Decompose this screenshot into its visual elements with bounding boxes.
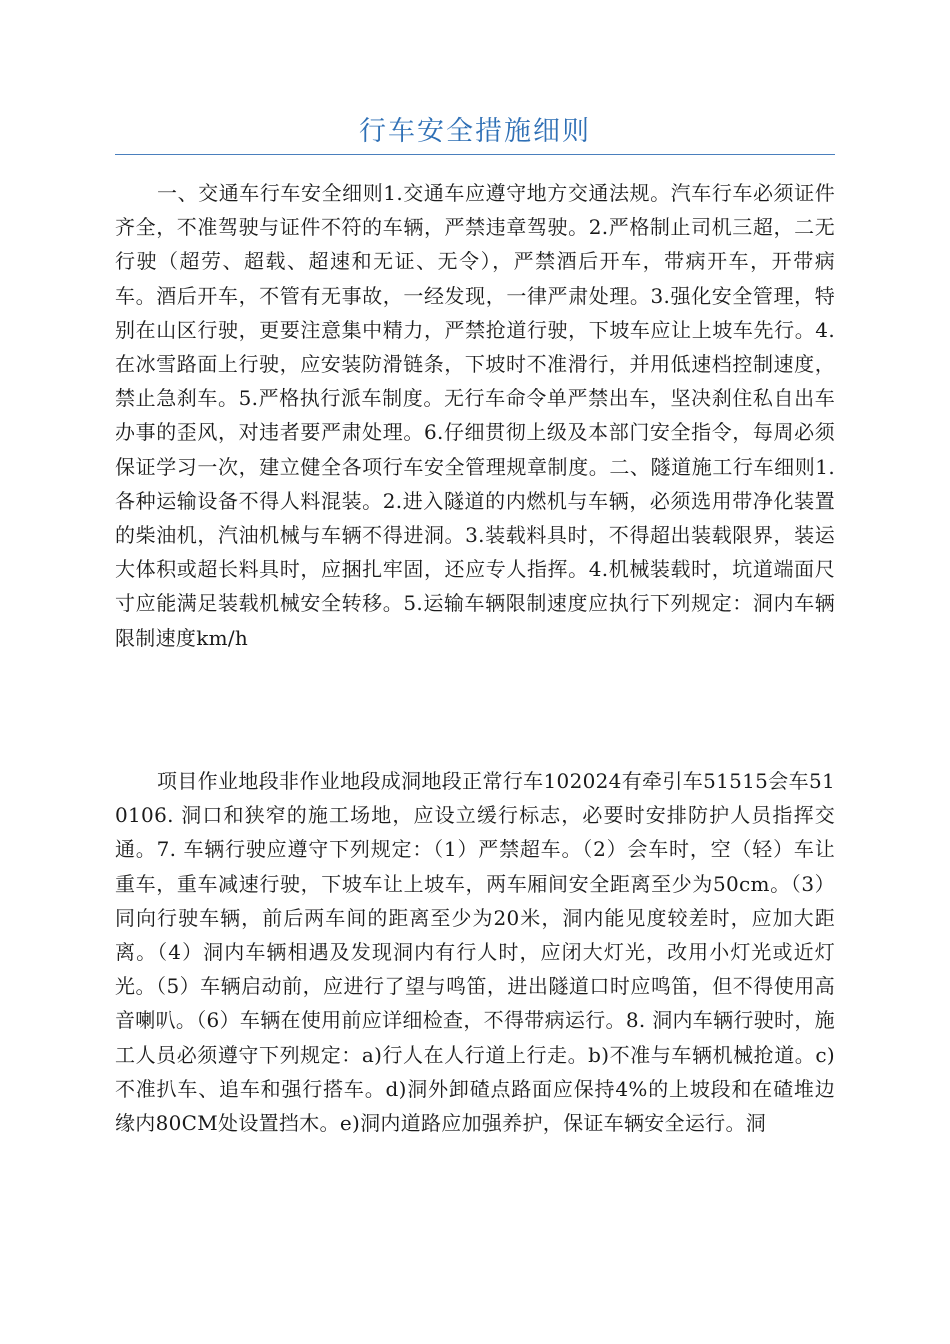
title-underline <box>115 154 835 155</box>
body-paragraph-2: 项目作业地段非作业地段成洞地段正常行车102024有牵引车51515会车510106. 洞口和狭窄的施工场地，应设立缓行标志，必要时安排防护人员指挥交通。7. 车辆行驶应遵守下列规定：（1）严禁超车。（2）会车时，空（轻）车让重车，重车减速行驶，下坡车让上坡车，两车厢间安全距离至少为50cm。（3）同向行驶车辆，前后两车间的距离至少为20米，洞内能见度较差时，应加大距离。（4）洞内车辆相遇及发现洞内有行人时，应闭大灯光，改用小灯光或近灯光。（5）车辆启动前，应进行了望与鸣笛，进出隧道口时应鸣笛，但不得使用高音喇叭。（6）车辆在使用前应详细检查，不得带病运行。8. 洞内车辆行驶时，施工人员必须遵守下列规定：a)行人在人行道上行走。b)不准与车辆机械抢道。c)不准扒车、追车和强行搭车。d)洞外卸碴点路面应保持4%的上坡段和在碴堆边缘内80CM处设置挡木。e)洞内道路应加强养护，保证车辆安全运行。洞 <box>115 769 835 1136</box>
document-title: 行车安全措施细则 <box>359 116 591 147</box>
body-paragraph-1: 一、交通车行车安全细则1.交通车应遵守地方交通法规。汽车行车必须证件齐全，不准驾驶与证件不符的车辆，严禁违章驾驶。2.严格制止司机三超，二无行驶（超劳、超载、超速和无证、无令），严禁酒后开车，带病开车，开带病车。酒后开车，不管有无事故，一经发现，一律严肃处理。3.强化安全管理，特别在山区行驶，更要注意集中精力，严禁抢道行驶，下坡车应让上坡车先行。4.在冰雪路面上行驶，应安装防滑链条，下坡时不准滑行，并用低速档控制速度，禁止急刹车。5.严格执行派车制度。无行车命令单严禁出车，坚决刹住私自出车办事的歪风，对违者要严肃处理。6.仔细贯彻上级及本部门安全指令，每周必须保证学习一次，建立健全各项行车安全管理规章制度。二、隧道施工行车细则1.各种运输设备不得人料混装。2.进入隧道的内燃机与车辆，必须选用带净化装置的柴油机，汽油机械与车辆不得进洞。3.装载料具时，不得超出装载限界，装运大体积或超长料具时，应捆扎牢固，还应专人指挥。4.机械装载时，坑道端面尺寸应能满足装载机械安全转移。5.运输车辆限制速度应执行下列规定：洞内车辆限制速度km/h <box>115 181 835 650</box>
